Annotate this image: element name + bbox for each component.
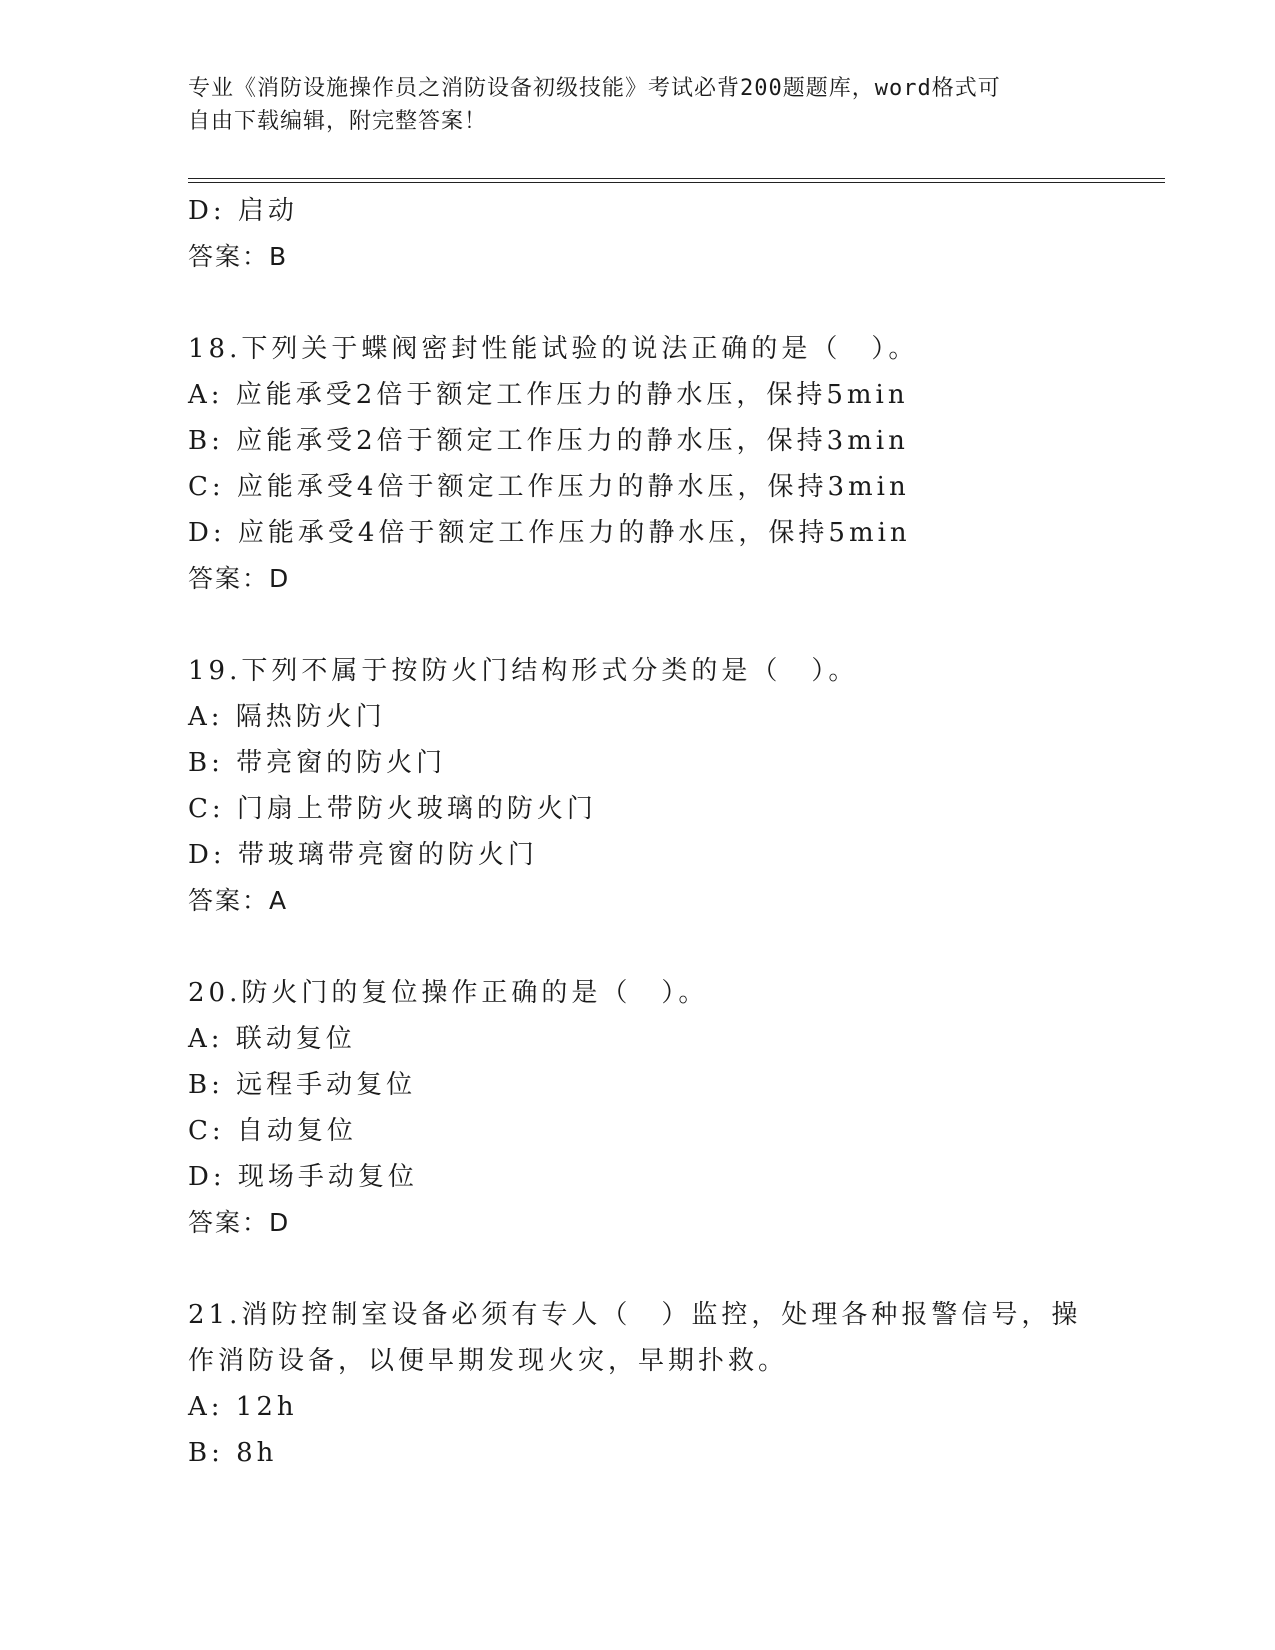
- option-d: D: 带玻璃带亮窗的防火门: [188, 840, 538, 870]
- option-b: B: 8h: [188, 1438, 278, 1468]
- option-b: B: 带亮窗的防火门: [188, 748, 447, 778]
- answer: 答案：D: [188, 1208, 291, 1237]
- option-b: B: 远程手动复位: [188, 1070, 417, 1100]
- question-19: [188, 648, 1088, 924]
- option-a: A: 隔热防火门: [188, 702, 386, 732]
- previous-question-tail: [188, 188, 1088, 280]
- question-20: [188, 970, 1088, 1246]
- header-title-line-2: 自由下载编辑，附完整答案！: [188, 109, 488, 134]
- answer: 答案：B: [188, 242, 289, 271]
- option-a: A: 联动复位: [188, 1024, 356, 1054]
- question-stem: 18.下列关于蝶阀密封性能试验的说法正确的是（ ）。: [188, 334, 919, 364]
- option-b: B: 应能承受2倍于额定工作压力的静水压，保持3min: [188, 426, 909, 456]
- question-18: [188, 326, 1088, 602]
- header-divider: [188, 178, 1165, 183]
- question-stem: 20.防火门的复位操作正确的是（ ）。: [188, 978, 709, 1008]
- option-d: D: 启动: [188, 196, 298, 226]
- option-a: A: 12h: [188, 1392, 298, 1422]
- document-header: [188, 72, 1088, 138]
- question-stem: 21.消防控制室设备必须有专人（ ）监控，处理各种报警信号，操作消防设备，以便早期发现火灾，早期扑救。: [188, 1300, 1082, 1376]
- question-list: [188, 188, 1088, 1476]
- header-title-line-1: 专业《消防设施操作员之消防设备初级技能》考试必背200题题库，word格式可: [188, 76, 1001, 101]
- option-c: C: 应能承受4倍于额定工作压力的静水压，保持3min: [188, 472, 910, 502]
- option-c: C: 门扇上带防火玻璃的防火门: [188, 794, 597, 824]
- option-d: D: 现场手动复位: [188, 1162, 418, 1192]
- question-stem: 19.下列不属于按防火门结构形式分类的是（ ）。: [188, 656, 859, 686]
- option-d: D: 应能承受4倍于额定工作压力的静水压，保持5min: [188, 518, 911, 548]
- question-21: [188, 1292, 1088, 1476]
- answer: 答案：D: [188, 564, 291, 593]
- option-c: C: 自动复位: [188, 1116, 357, 1146]
- answer: 答案：A: [188, 886, 289, 915]
- option-a: A: 应能承受2倍于额定工作压力的静水压，保持5min: [188, 380, 909, 410]
